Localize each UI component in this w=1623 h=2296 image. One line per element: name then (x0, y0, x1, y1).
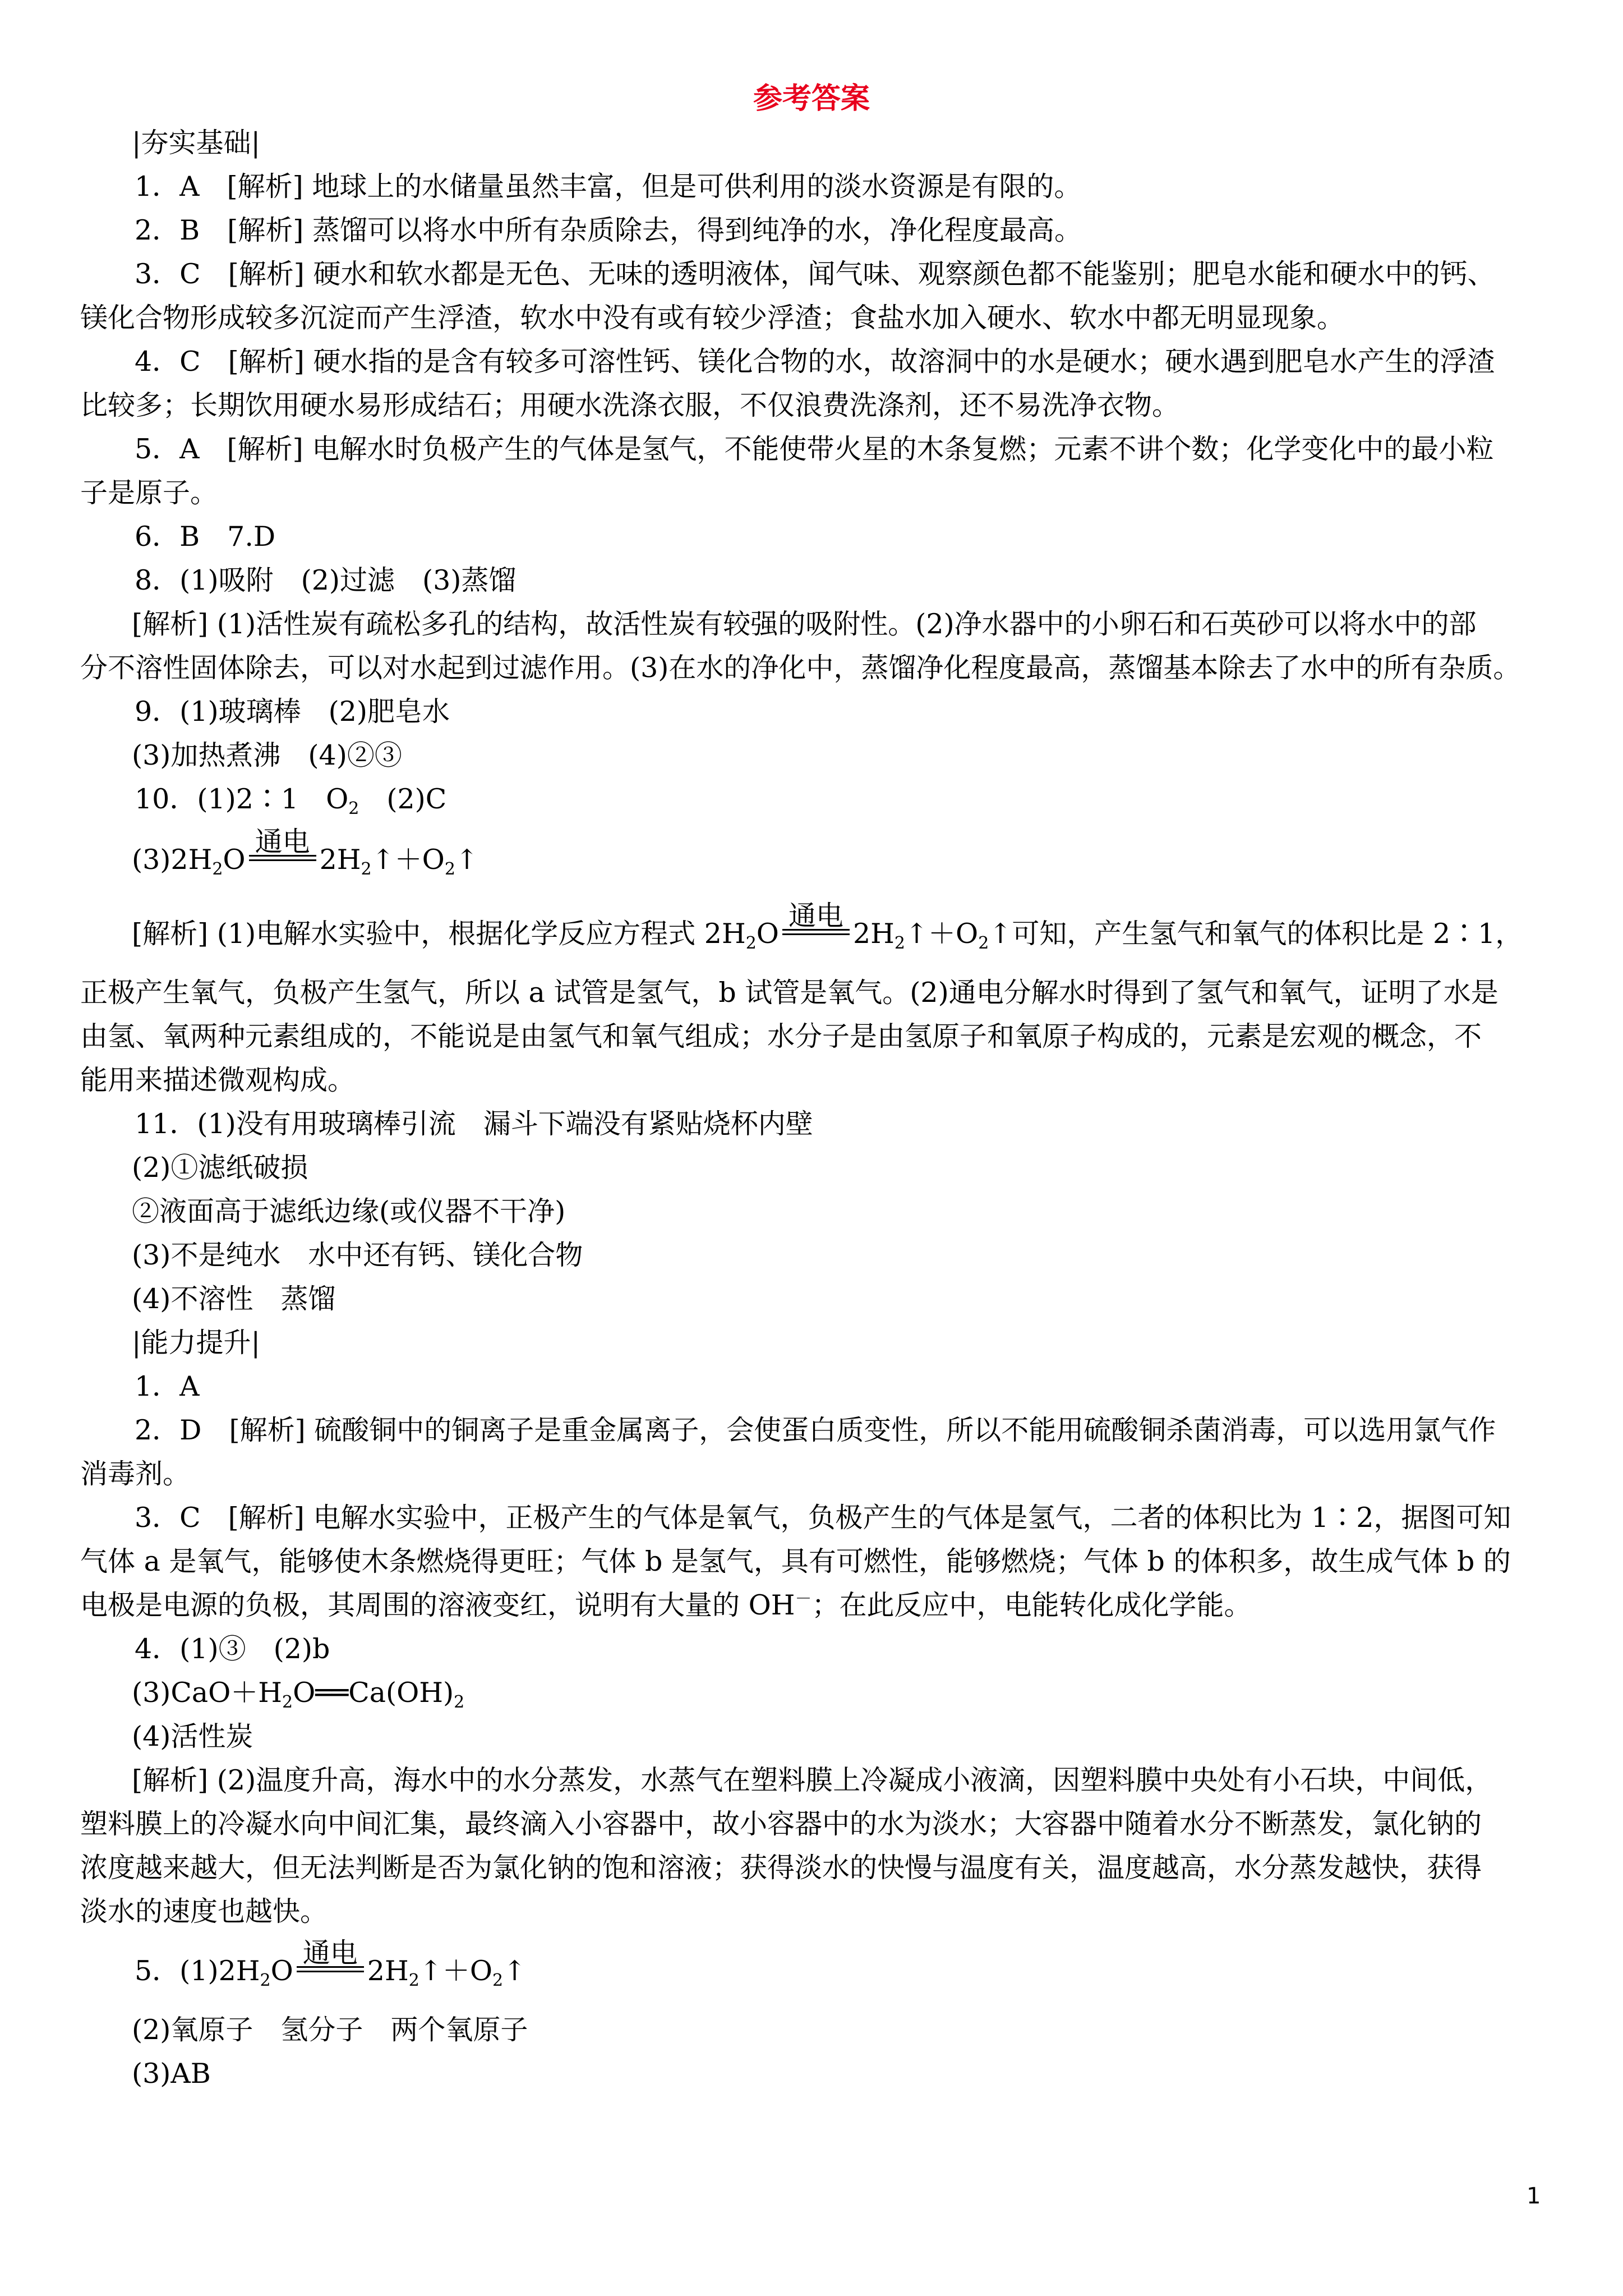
equation-line: $(3)CaO+H_2O══Ca(OH)_2$ (132, 1677, 465, 1712)
answer-line: 子是原子。 (80, 477, 218, 509)
answer-line: (3)不是纯水 水中还有钙、镁化合物 (132, 1239, 583, 1271)
answer-line: (4)活性炭 (132, 1720, 253, 1752)
answer-line: (4)不溶性 蒸馏 (132, 1283, 336, 1315)
answer-line: 1．A (135, 1370, 200, 1402)
answer-line: 8．(1)吸附 (2)过滤 (3)蒸馏 (135, 564, 517, 596)
explanation-line: 塑料膜上的冷凝水向中间汇集，最终滴入小容器中，故小容器中的水为淡水；大容器中随着水分不断蒸发，氯化钠的 (80, 1808, 1482, 1840)
answer-line: 3．C [解析] 电解水实验中，正极产生的气体是氧气，负极产生的气体是氢气，二者的体积比为 1∶2，据图可知 (135, 1502, 1511, 1534)
page-title: 参考答案 (753, 81, 870, 116)
answer-line: 5．A [解析] 电解水时负极产生的气体是氢气，不能使带火星的木条复燃；元素不讲个数；化学变化中的最小粒 (135, 433, 1494, 465)
answer-line: (3)AB (132, 2058, 211, 2090)
answer-line: 6．B 7.D (135, 521, 276, 553)
explanation-line: 正极产生氧气，负极产生氢气，所以 a 试管是氢气，b 试管是氧气。(2)通电分解水时得到了氢气和氧气，证明了水是 (80, 977, 1498, 1009)
answer-line: (2)氧原子 氢分子 两个氧原子 (132, 2014, 528, 2046)
section-heading: |能力提升| (132, 1327, 261, 1359)
explanation-line: [解析] (2)温度升高，海水中的水分蒸发，水蒸气在塑料膜上冷凝成小液滴，因塑料膜中央处有小石块，中间低， (132, 1764, 1493, 1796)
answer-line: 镁化合物形成较多沉淀而产生浮渣，软水中没有或有较少浮渣；食盐水加入硬水、软水中都无明显现象。 (80, 302, 1345, 334)
reaction-arrow: 通电 (782, 937, 850, 943)
equation-line: 5．$(1)2H_2O$ 通电 $2H_2↑+O_2↑$ (135, 1937, 527, 1990)
reaction-arrow: 通电 (249, 863, 316, 869)
answer-line: 2．D [解析] 硫酸铜中的铜离子是重金属离子，会使蛋白质变性，所以不能用硫酸铜杀菌消毒，可以选用氯气作 (135, 1414, 1496, 1446)
answer-line: 4．C [解析] 硬水指的是含有较多可溶性钙、镁化合物的水，故溶洞中的水是硬水；硬水遇到肥皂水产生的浮渣 (135, 346, 1495, 378)
explanation-line: 淡水的速度也越快。 (80, 1895, 328, 1927)
explanation-line: 分不溶性固体除去，可以对水起到过滤作用。(3)在水的净化中，蒸馏净化程度最高，蒸馏基本除去了水中的所有杂质。 (80, 652, 1521, 684)
page-number: 1 (1527, 2183, 1541, 2209)
explanation-line: 由氢、氧两种元素组成的，不能说是由氢气和氧气组成；水分子是由氢原子和氧原子构成的，元素是宏观的概念，不 (80, 1020, 1482, 1052)
answer-line: 消毒剂。 (80, 1458, 191, 1490)
explanation-line: 浓度越来越大，但无法判断是否为氯化钠的饱和溶液；获得淡水的快慢与温度有关，温度越高，水分蒸发越快，获得 (80, 1852, 1482, 1884)
answer-line: 1．A [解析] 地球上的水储量虽然丰富，但是可供利用的淡水资源是有限的。 (135, 171, 1082, 203)
answer-line: 9．(1)玻璃棒 (2)肥皂水 (135, 696, 450, 728)
equation-line: $(3)2H_2O$ 通电 $2H_2↑+O_2↑$ (132, 826, 478, 879)
answer-line: (3)加热煮沸 (4)②③ (132, 739, 402, 771)
explanation-line: 能用来描述微观构成。 (80, 1064, 356, 1096)
answer-line: 11．(1)没有用玻璃棒引流 漏斗下端没有紧贴烧杯内壁 (135, 1108, 813, 1140)
answer-line: 10．(1)2∶1 $O_2$ (2)C (135, 783, 447, 818)
answer-line: (2)①滤纸破损 (132, 1152, 308, 1184)
explanation-line: [解析] (1)活性炭有疏松多孔的结构，故活性炭有较强的吸附性。(2)净水器中的小卵石和石英砂可以将水中的部 (132, 608, 1477, 640)
section-heading: |夯实基础| (132, 127, 261, 159)
explanation-line: [解析] (1)电解水实验中，根据化学反应方程式 $2H_2O$ 通电 $2H_2↑+O_2↑$可知，产生氢气和氧气的体积比是 2∶1， (132, 900, 1523, 953)
answer-line: 电极是电源的负极，其周围的溶液变红，说明有大量的 OH－；在此反应中，电能转化成化学能。 (80, 1589, 1252, 1621)
answer-line: 4．(1)③ (2)b (135, 1633, 330, 1665)
answer-line: 气体 a 是氧气，能够使木条燃烧得更旺；气体 b 是氢气，具有可燃性，能够燃烧；气体 b 的体积多，故生成气体 b 的 (80, 1545, 1511, 1577)
answer-line: ②液面高于滤纸边缘(或仪器不干净) (132, 1195, 566, 1227)
answer-line: 3．C [解析] 硬水和软水都是无色、无味的透明液体，闻气味、观察颜色都不能鉴别；肥皂水能和硬水中的钙、 (135, 258, 1495, 290)
reaction-arrow: 通电 (297, 1974, 364, 1980)
answer-line: 比较多；长期饮用硬水易形成结石；用硬水洗涤衣服，不仅浪费洗涤剂，还不易洗净衣物。 (80, 389, 1180, 421)
answer-line: 2．B [解析] 蒸馏可以将水中所有杂质除去，得到纯净的水，净化程度最高。 (135, 214, 1082, 246)
